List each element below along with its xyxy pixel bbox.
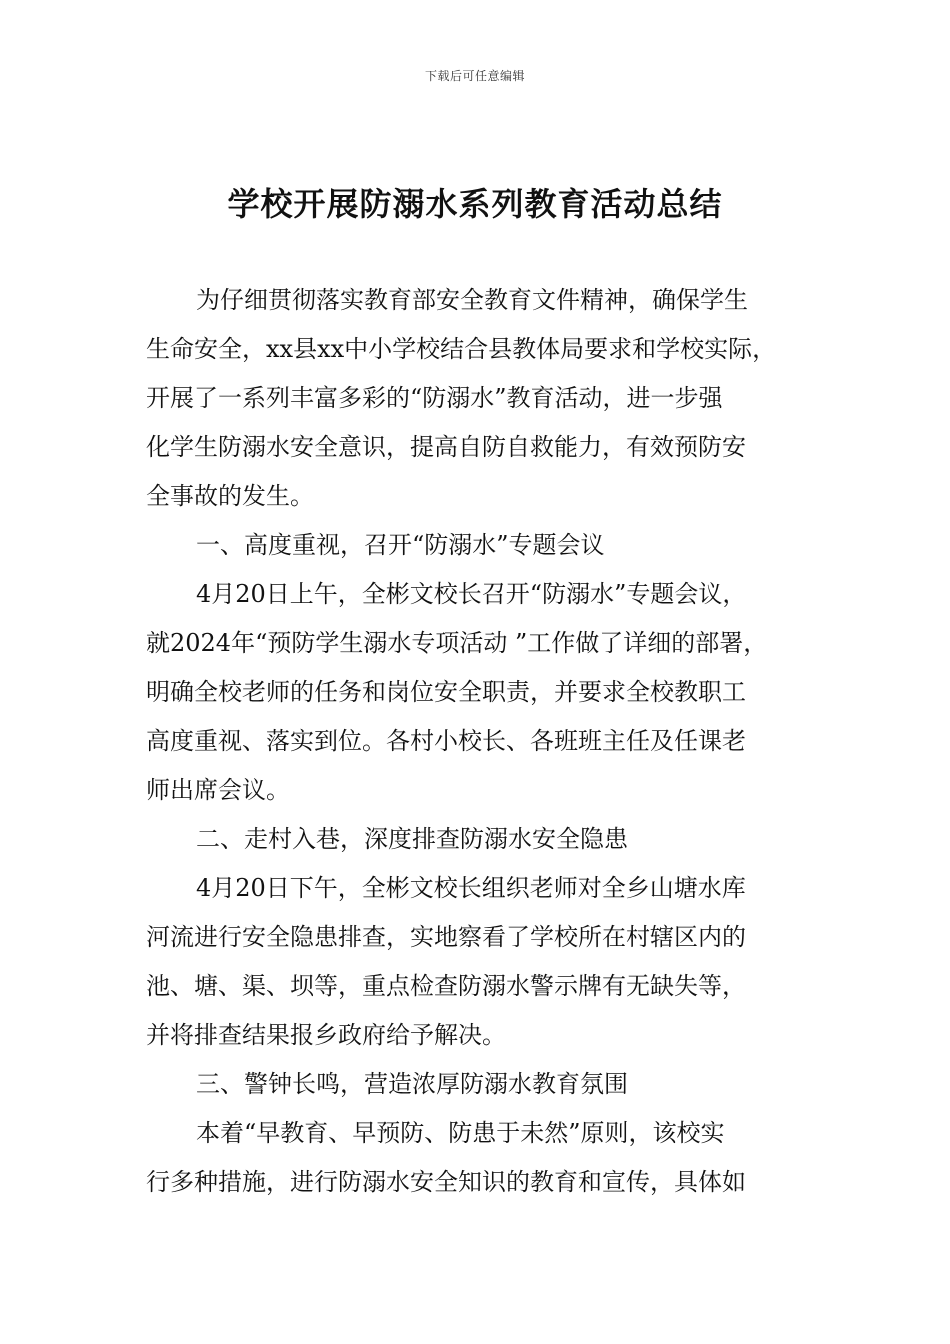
paragraph-line: 本着“早教育、早预防、防患于未然”原则，该校实 bbox=[196, 1119, 725, 1147]
paragraph-line: 师出席会议。 bbox=[146, 776, 290, 804]
document-body bbox=[146, 276, 866, 1207]
paragraph-line: 化学生防溺水安全意识，提高自防自救能力，有效预防安 bbox=[146, 433, 746, 461]
paragraph-line: 为仔细贯彻落实教育部安全教育文件精神，确保学生 bbox=[196, 286, 748, 314]
document-title: 学校开展防溺水系列教育活动总结 bbox=[227, 185, 723, 223]
section-heading-1: 一、高度重视，召开“防溺水”专题会议 bbox=[196, 531, 605, 559]
paragraph-line: 4月20日下午，全彬文校长组织老师对全乡山塘水库 bbox=[196, 874, 746, 902]
paragraph-line: 明确全校老师的任务和岗位安全职责，并要求全校教职工 bbox=[146, 678, 746, 706]
paragraph-line: 池、塘、渠、坝等，重点检查防溺水警示牌有无缺失等， bbox=[146, 972, 746, 1000]
paragraph-line: 高度重视、落实到位。各村小校长、各班班主任及任课老 bbox=[146, 727, 746, 755]
paragraph-line: 河流进行安全隐患排查，实地察看了学校所在村辖区内的 bbox=[146, 923, 746, 951]
page-header-note: 下载后可任意编辑 bbox=[424, 69, 525, 83]
paragraph-line: 就2024年“预防学生溺水专项活动 ”工作做了详细的部署， bbox=[146, 629, 768, 657]
paragraph-line: 生命安全，xx县xx中小学校结合县教体局要求和学校实际， bbox=[146, 335, 777, 363]
paragraph-line: 4月20日上午，全彬文校长召开“防溺水”专题会议， bbox=[196, 580, 747, 608]
section-heading-3: 三、警钟长鸣，营造浓厚防溺水教育氛围 bbox=[196, 1070, 628, 1098]
section-heading-2: 二、走村入巷，深度排查防溺水安全隐患 bbox=[196, 825, 628, 853]
paragraph-line: 全事故的发生。 bbox=[146, 482, 314, 510]
paragraph-line: 行多种措施，进行防溺水安全知识的教育和宣传，具体如 bbox=[146, 1168, 746, 1196]
paragraph-line: 并将排查结果报乡政府给予解决。 bbox=[146, 1021, 506, 1049]
paragraph-line: 开展了一系列丰富多彩的“防溺水”教育活动，进一步强 bbox=[146, 384, 723, 412]
